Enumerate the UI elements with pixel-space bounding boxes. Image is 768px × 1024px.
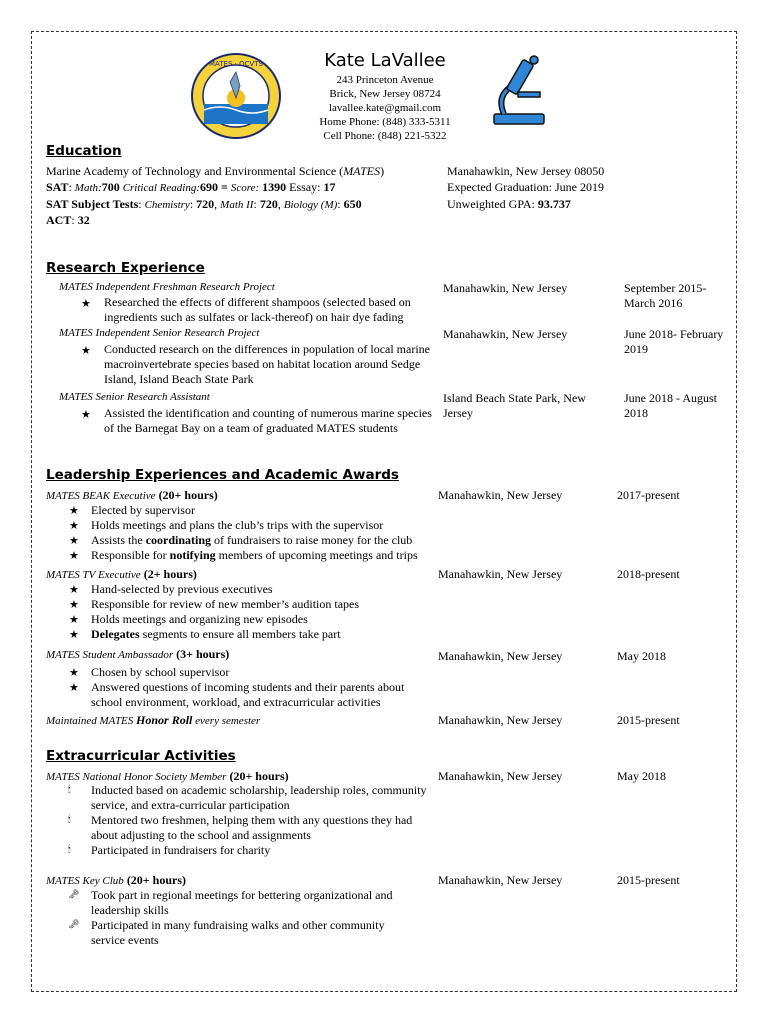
research-role: MATES Independent Senior Research Project <box>59 327 260 339</box>
star-bullet-icon: ★ <box>69 520 79 532</box>
school-location: Manahawkin, New Jersey 08050 <box>447 164 605 178</box>
school-name: Marine Academy of Technology and Environmental Science (MATES) <box>46 164 385 178</box>
leadership-location: Manahawkin, New Jersey <box>438 488 563 502</box>
candle-bullet-icon: 🕯 <box>68 814 71 824</box>
gpa: Unweighted GPA: 93.737 <box>447 197 571 211</box>
extracurricular-location: Manahawkin, New Jersey <box>438 873 563 887</box>
research-location: Island Beach State Park, New Jersey <box>443 391 586 420</box>
leadership-bullet: Delegates segments to ensure all members take part <box>91 627 341 641</box>
svg-text:MATES · OCVTS: MATES · OCVTS <box>208 60 264 68</box>
leadership-bullet: Assists the coordinating of fundraisers to raise money for the club <box>91 533 413 547</box>
leadership-location: Manahawkin, New Jersey <box>438 567 563 581</box>
leadership-bullet: Chosen by school supervisor <box>91 665 230 679</box>
address-line-1: 243 Princeton Avenue <box>336 74 434 86</box>
sat-scores: SAT: Math:700 Critical Reading:690 = Score: 1390 Essay: 17 <box>46 180 336 194</box>
star-bullet-icon: ★ <box>81 345 91 357</box>
research-bullet: Assisted the identification and counting of numerous marine species of the Barnegat Bay on a team of graduated MATES students <box>104 406 432 435</box>
leadership-role: MATES TV Executive (2+ hours) <box>46 567 197 581</box>
leadership-bullet: Holds meetings and organizing new episodes <box>91 612 308 626</box>
extracurricular-role: MATES National Honor Society Member (20+ hours) <box>46 769 289 783</box>
star-bullet-icon: ★ <box>69 599 79 611</box>
leadership-bullet: Responsible for notifying members of upcoming meetings and trips <box>91 548 418 562</box>
candle-bullet-icon: 🕯 <box>68 844 71 854</box>
star-bullet-icon: ★ <box>69 667 79 679</box>
act-score: ACT: 32 <box>46 213 90 227</box>
honor-location: Manahawkin, New Jersey <box>438 713 563 727</box>
star-bullet-icon: ★ <box>69 629 79 641</box>
star-bullet-icon: ★ <box>81 298 91 310</box>
star-bullet-icon: ★ <box>81 409 91 421</box>
education-heading: Education <box>46 143 122 159</box>
school-seal-logo <box>190 52 282 140</box>
extracurricular-role: MATES Key Club (20+ hours) <box>46 873 186 887</box>
candle-bullet-icon: 🕯 <box>68 784 71 794</box>
leadership-bullet: Elected by supervisor <box>91 503 195 517</box>
research-heading: Research Experience <box>46 260 205 276</box>
star-bullet-icon: ★ <box>69 584 79 596</box>
star-bullet-icon: ★ <box>69 505 79 517</box>
leadership-location: Manahawkin, New Jersey <box>438 649 563 663</box>
leadership-role: MATES BEAK Executive (20+ hours) <box>46 488 218 502</box>
extracurricular-bullet: Participated in many fundraising walks and other community service events <box>91 918 385 947</box>
extracurricular-location: Manahawkin, New Jersey <box>438 769 563 783</box>
star-bullet-icon: ★ <box>69 535 79 547</box>
extracurricular-bullet: Participated in fundraisers for charity <box>91 843 271 857</box>
research-bullet: Researched the effects of different shampoos (selected based on ingredients such as sulfates or lack-thereof) on hair dye fading <box>104 295 411 324</box>
leadership-bullet: Answered questions of incoming students and their parents about school environment, workload, and extracurricular activities <box>91 680 405 709</box>
research-bullet: Conducted research on the differences in population of local marine macroinvertebrate species based on habitat location around Sedge Island, Island Beach State Park <box>104 342 430 386</box>
sat-subject-tests: SAT Subject Tests: Chemistry: 720, Math II: 720, Biology (M): 650 <box>46 197 362 211</box>
star-bullet-icon: ★ <box>69 682 79 694</box>
research-location: Manahawkin, New Jersey <box>443 327 568 341</box>
leadership-date: 2017-present <box>617 488 680 502</box>
star-bullet-icon: ★ <box>69 550 79 562</box>
leadership-bullet: Holds meetings and plans the club’s trips with the supervisor <box>91 518 384 532</box>
research-role: MATES Senior Research Assistant <box>59 391 210 403</box>
contact-block <box>300 73 470 143</box>
key-bullet-icon: 🗝 <box>68 889 80 899</box>
home-phone: Home Phone: (848) 333-5311 <box>319 116 451 128</box>
extracurricular-date: May 2018 <box>617 769 666 783</box>
extracurricular-bullet: Mentored two freshmen, helping them with any questions they had about adjusting to the school and assignments <box>91 813 413 842</box>
microscope-icon <box>488 52 550 130</box>
star-bullet-icon: ★ <box>69 614 79 626</box>
leadership-date: May 2018 <box>617 649 666 663</box>
leadership-bullet: Responsible for review of new member’s audition tapes <box>91 597 360 611</box>
research-date: June 2018 - August 2018 <box>624 391 717 420</box>
key-bullet-icon: 🗝 <box>68 919 80 929</box>
extracurricular-heading: Extracurricular Activities <box>46 748 236 764</box>
honor-roll: Maintained MATES Honor Roll every semester <box>46 713 261 727</box>
extracurricular-date: 2015-present <box>617 873 680 887</box>
research-role: MATES Independent Freshman Research Project <box>59 281 275 293</box>
leadership-role: MATES Student Ambassador (3+ hours) <box>46 647 230 661</box>
research-date: June 2018- February 2019 <box>624 327 724 356</box>
address-line-2: Brick, New Jersey 08724 <box>329 88 441 100</box>
cell-phone: Cell Phone: (848) 221-5322 <box>323 130 447 142</box>
extracurricular-bullet: Took part in regional meetings for bettering organizational and leadership skills <box>91 888 393 917</box>
extracurricular-bullet: Inducted based on academic scholarship, leadership roles, community service, and extra-curricular participation <box>91 783 427 812</box>
leadership-heading: Leadership Experiences and Academic Awards <box>46 467 399 483</box>
research-date: September 2015- March 2016 <box>624 281 707 310</box>
leadership-bullet: Hand-selected by previous executives <box>91 582 273 596</box>
email[interactable]: lavallee.kate@gmail.com <box>328 102 442 114</box>
graduation-date: Expected Graduation: June 2019 <box>447 180 604 194</box>
honor-date: 2015-present <box>617 713 680 727</box>
research-location: Manahawkin, New Jersey <box>443 281 568 295</box>
leadership-date: 2018-present <box>617 567 680 581</box>
resume-name: Kate LaVallee <box>324 50 446 71</box>
